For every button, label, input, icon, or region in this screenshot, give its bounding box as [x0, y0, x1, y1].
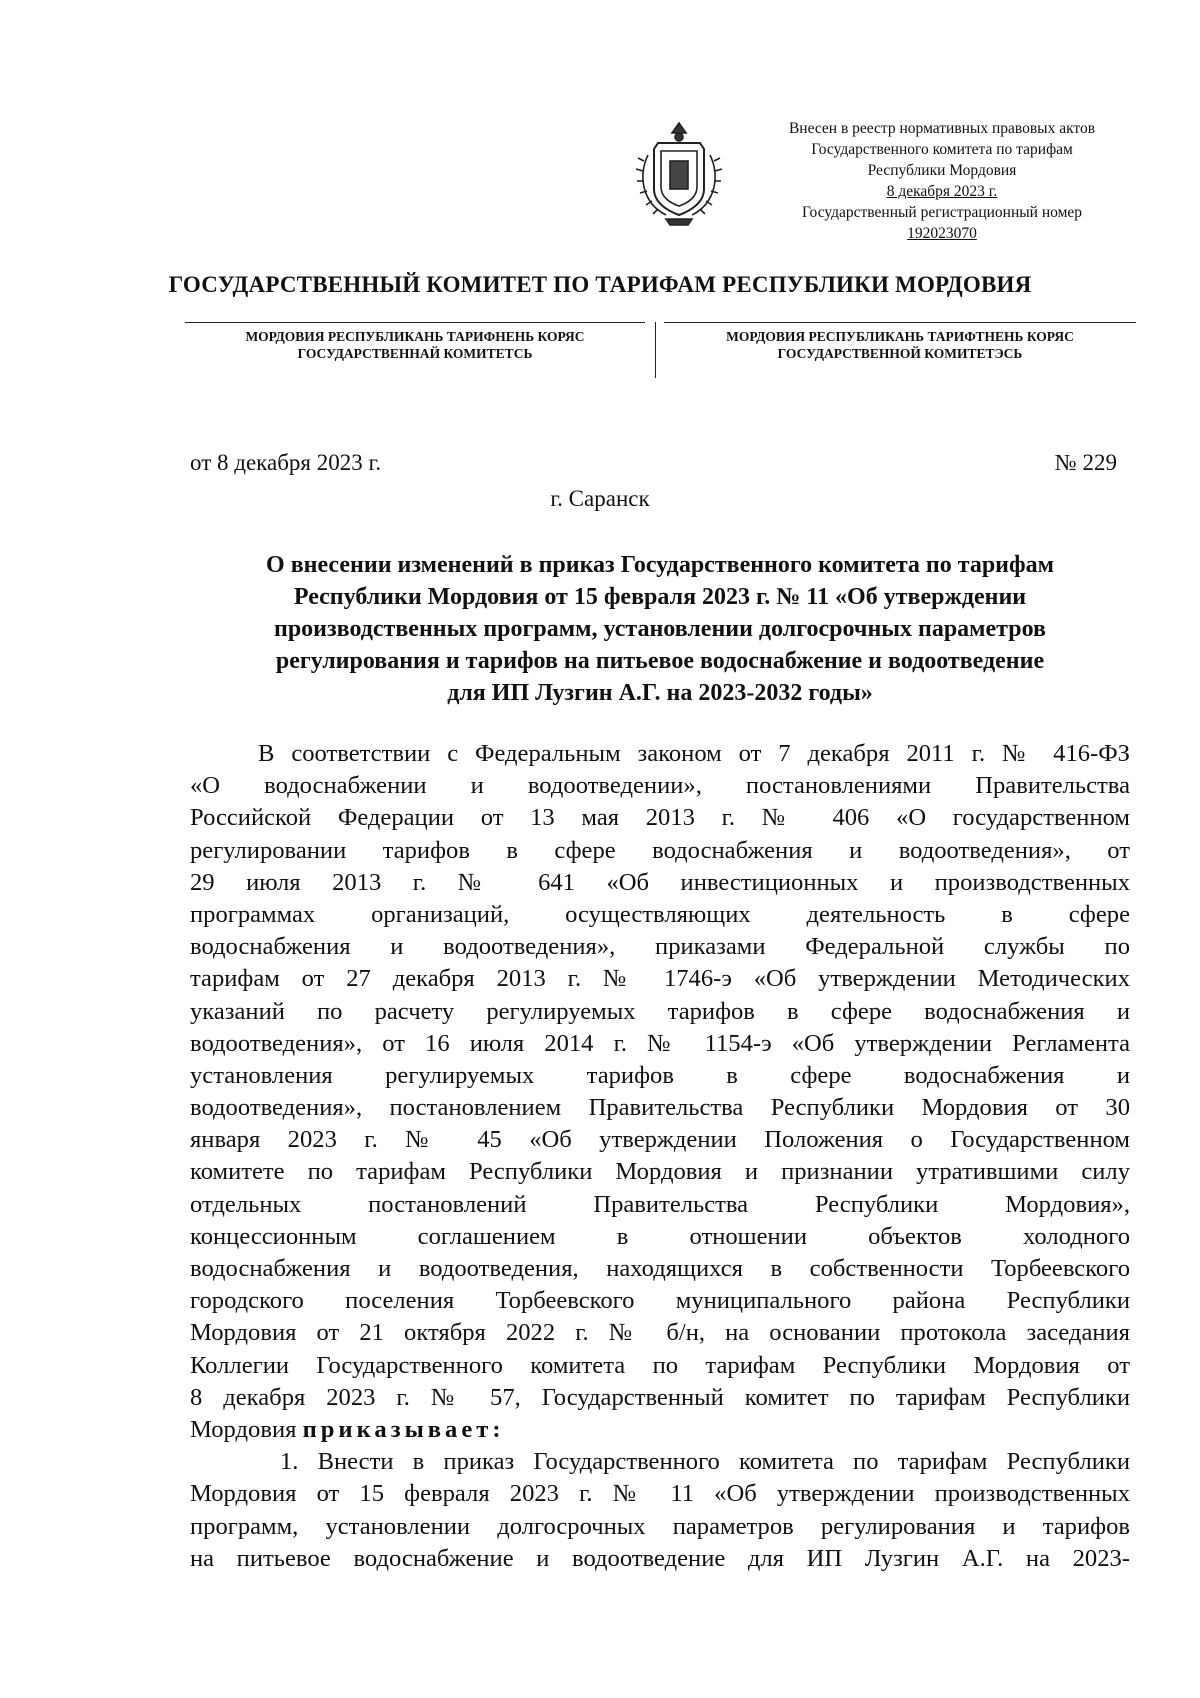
- body-line: 8 декабря 2023 г. № 57, Государственный комитет по тарифам Республики: [190, 1383, 1130, 1411]
- subject-line: для ИП Лузгин А.Г. на 2023-2032 годы»: [447, 680, 873, 706]
- subject-line: производственных программ, установлении долгосрочных параметров: [274, 616, 1046, 642]
- subject-line: Республики Мордовия от 15 февраля 2023 г. № 11 «Об утверждении: [293, 584, 1027, 610]
- body-line: «О водоснабжении и водоотведении», постановлениями Правительства: [190, 772, 1130, 800]
- moksha-name-line: МОРДОВИЯ РЕСПУБЛИКАНЬ ТАРИФНЕНЬ КОРЯС: [245, 329, 585, 344]
- moksha-name-line: ГОСУДАРСТВЕННАЙ КОМИТЕТСЬ: [297, 346, 533, 361]
- order-verb: приказывает:: [302, 1415, 505, 1443]
- body-line: января 2023 г. № 45 «Об утверждении Положения о Государственном: [190, 1126, 1130, 1154]
- body-line: указаний по расчету регулируемых тарифов в сфере водоснабжения и: [190, 997, 1130, 1025]
- body-line: отдельных постановлений Правительства Республики Мордовия»,: [190, 1190, 1130, 1218]
- paragraph-1-line: программ, установлении долгосрочных параметров регулирования и тарифов: [190, 1512, 1130, 1540]
- paragraph-1-line: на питьевое водоснабжение и водоотведение для ИП Лузгин А.Г. на 2023-: [190, 1544, 1130, 1572]
- order-date: от 8 декабря 2023 г.: [190, 450, 382, 475]
- body-line: водоотведения», постановлением Правительства Республики Мордовия от 30: [190, 1094, 1130, 1122]
- body-line: городского поселения Торбеевского муниципального района Республики: [190, 1287, 1130, 1315]
- body-text: Мордовия: [190, 1415, 297, 1443]
- order-subject: [180, 549, 1140, 709]
- body-line: тарифам от 27 декабря 2013 г. № 1746-э «Об утверждении Методических: [190, 965, 1130, 993]
- body-line: В соответствии с Федеральным законом от 7 декабря 2011 г. № 416-ФЗ: [258, 740, 1130, 767]
- registry-date: 8 декабря 2023 г.: [886, 183, 998, 200]
- body-line: комитете по тарифам Республики Мордовия и признании утратившими силу: [190, 1158, 1130, 1186]
- body-line: 29 июля 2013 г. № 641 «Об инвестиционных и производственных: [190, 868, 1130, 896]
- body-line: Мордовия от 21 октября 2022 г. № б/н, на основании протокола заседания: [190, 1319, 1130, 1347]
- body-line: водоотведения», от 16 июля 2014 г. № 1154-э «Об утверждении Регламента: [190, 1029, 1130, 1057]
- paragraph-1-line: 1. Внести в приказ Государственного комитета по тарифам Республики: [280, 1448, 1130, 1476]
- body-line: Коллегии Государственного комитета по тарифам Республики Мордовия от: [190, 1351, 1130, 1379]
- order-city: г. Саранск: [550, 486, 650, 511]
- registry-line: Государственный регистрационный номер: [801, 204, 1083, 221]
- erzya-name-line: ГОСУДАРСТВЕННОЙ КОМИТЕТЭСЬ: [777, 346, 1023, 361]
- registry-line: Государственного комитета по тарифам: [811, 141, 1073, 158]
- body-line-order-verb: [190, 1414, 1130, 1446]
- subject-line: регулирования и тарифов на питьевое водоснабжение и водоотведение: [275, 648, 1045, 674]
- body-line: концессионным соглашением в отношении объектов холодного: [190, 1222, 1130, 1250]
- organization-title: ГОСУДАРСТВЕННЫЙ КОМИТЕТ ПО ТАРИФАМ РЕСПУБЛИКИ МОРДОВИЯ: [168, 272, 1032, 297]
- subject-line: О внесении изменений в приказ Государственного комитета по тарифам: [266, 552, 1054, 578]
- body-line: водоснабжения и водоотведения», приказами Федеральной службы по: [190, 933, 1130, 961]
- registry-stamp: [752, 118, 1132, 244]
- body-line: водоснабжения и водоотведения, находящихся в собственности Торбеевского: [190, 1255, 1130, 1282]
- coat-of-arms-emblem: [628, 115, 730, 229]
- registry-number: 192023070: [907, 225, 977, 242]
- registry-line: Внесен в реестр нормативных правовых актов: [788, 120, 1096, 137]
- erzya-name: [662, 328, 1138, 362]
- header-divider: [655, 322, 656, 378]
- body-line: Российской Федерации от 13 мая 2013 г. № 406 «О государственном: [190, 804, 1130, 832]
- paragraph-1-line: Мордовия от 15 февраля 2023 г. № 11 «Об утверждении производственных: [190, 1480, 1130, 1508]
- order-number: № 229: [1054, 450, 1117, 475]
- body-line: установления регулируемых тарифов в сфере водоснабжения и: [190, 1061, 1130, 1089]
- order-body: [190, 738, 1130, 1575]
- moksha-name: [180, 328, 650, 362]
- body-line: программах организаций, осуществляющих деятельность в сфере: [190, 900, 1130, 928]
- header-rule-right: [664, 322, 1136, 323]
- header-rule-left: [185, 322, 645, 323]
- erzya-name-line: МОРДОВИЯ РЕСПУБЛИКАНЬ ТАРИФТНЕНЬ КОРЯС: [726, 329, 1074, 344]
- registry-line: Республики Мордовия: [867, 162, 1017, 179]
- body-line: регулировании тарифов в сфере водоснабжения и водоотведения», от: [190, 836, 1130, 864]
